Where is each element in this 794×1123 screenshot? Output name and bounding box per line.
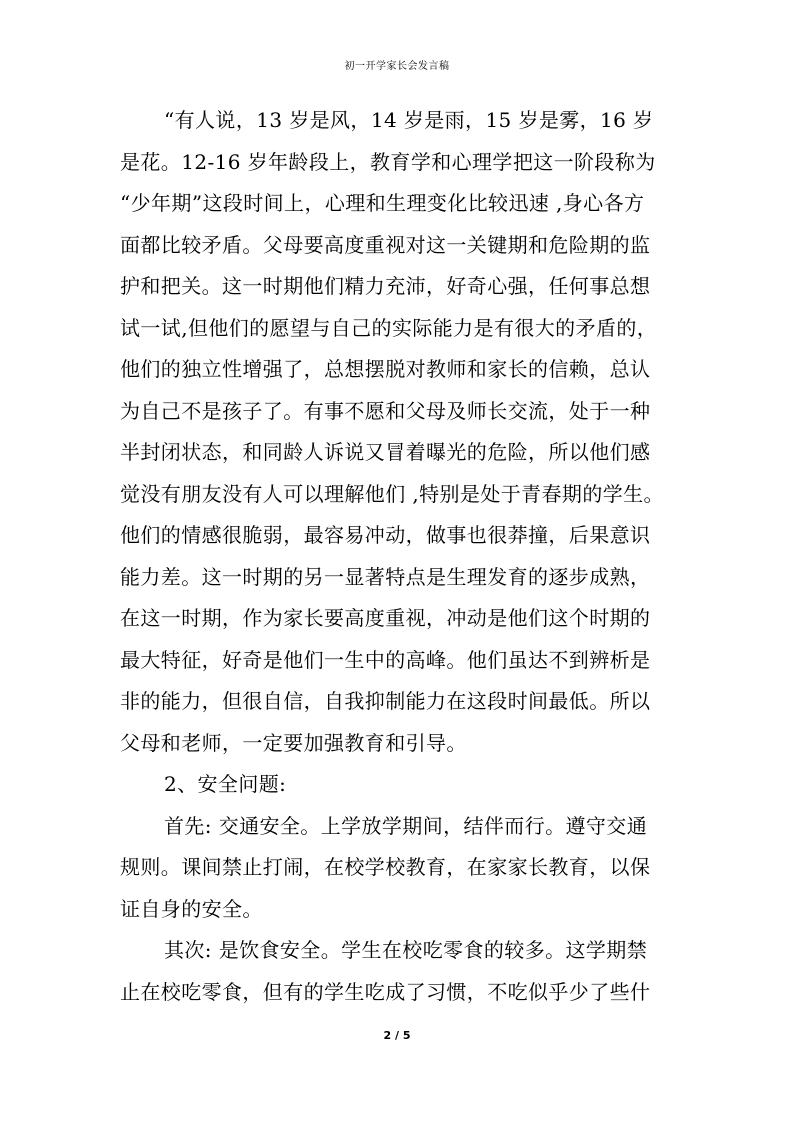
text-line: 他们的情感很脆弱，最容易冲动，做事也很莽撞，后果意识 — [120, 523, 651, 547]
text-line: 是花。12-16 岁年龄段上，教育学和心理学把这一阶段称为 — [120, 149, 656, 174]
text-line: 首先: 交通安全。上学放学期间，结伴而行。遵守交通 — [164, 813, 648, 838]
body-text — [120, 100, 690, 1013]
text-line: 止在校吃零食，但有的学生吃成了习惯，不吃似乎少了些什 — [120, 979, 651, 1004]
section-heading: 2、安全问题: — [164, 772, 287, 796]
text-line: 其次: 是饮食安全。学生在校吃零食的较多。这学期禁 — [164, 938, 648, 962]
text-line: 他们的独立性增强了，总想摆脱对教师和家长的信赖，总认 — [120, 357, 651, 381]
text-line: 护和把关。这一时期他们精力充沛，好奇心强，任何事总想 — [120, 274, 651, 298]
text-line: 证自身的安全。 — [120, 896, 263, 921]
text-line: 觉没有朋友没有人可以理解他们 ,特别是处于青春期的学生。 — [120, 481, 664, 506]
running-header: 初一开学家长会发言稿 — [344, 61, 450, 72]
text-line: 为自己不是孩子了。有事不愿和父母及师长交流，处于一种 — [120, 398, 651, 423]
text-line: 能力差。这一时期的另一显著特点是生理发育的逐步成熟， — [120, 564, 651, 589]
text-line: 试一试,但他们的愿望与自己的实际能力是有很大的矛盾的， — [120, 315, 658, 340]
text-line: 面都比较矛盾。父母要高度重视对这一关键期和危险期的监 — [120, 232, 651, 257]
text-line: 非的能力，但很自信，自我抑制能力在这段时间最低。所以 — [120, 689, 651, 713]
text-line: 半封闭状态，和同龄人诉说又冒着曝光的危险，所以他们感 — [120, 440, 651, 464]
page-number: 2 / 5 — [383, 1029, 411, 1042]
text-line: 在这一时期，作为家长要高度重视，冲动是他们这个时期的 — [120, 606, 651, 630]
text-line: 规则。课间禁止打闹，在校学校教育，在家家长教育，以保 — [120, 855, 651, 879]
text-line: “有人说，13 岁是风，14 岁是雨，15 岁是雾，16 岁 — [164, 108, 654, 132]
text-line: 最大特征，好奇是他们一生中的高峰。他们虽达不到辨析是 — [120, 647, 651, 672]
text-line: “少年期”这段时间上，心理和生理变化比较迅速 ,身心各方 — [120, 191, 645, 215]
text-line: 父母和老师，一定要加强教育和引导。 — [120, 730, 467, 755]
